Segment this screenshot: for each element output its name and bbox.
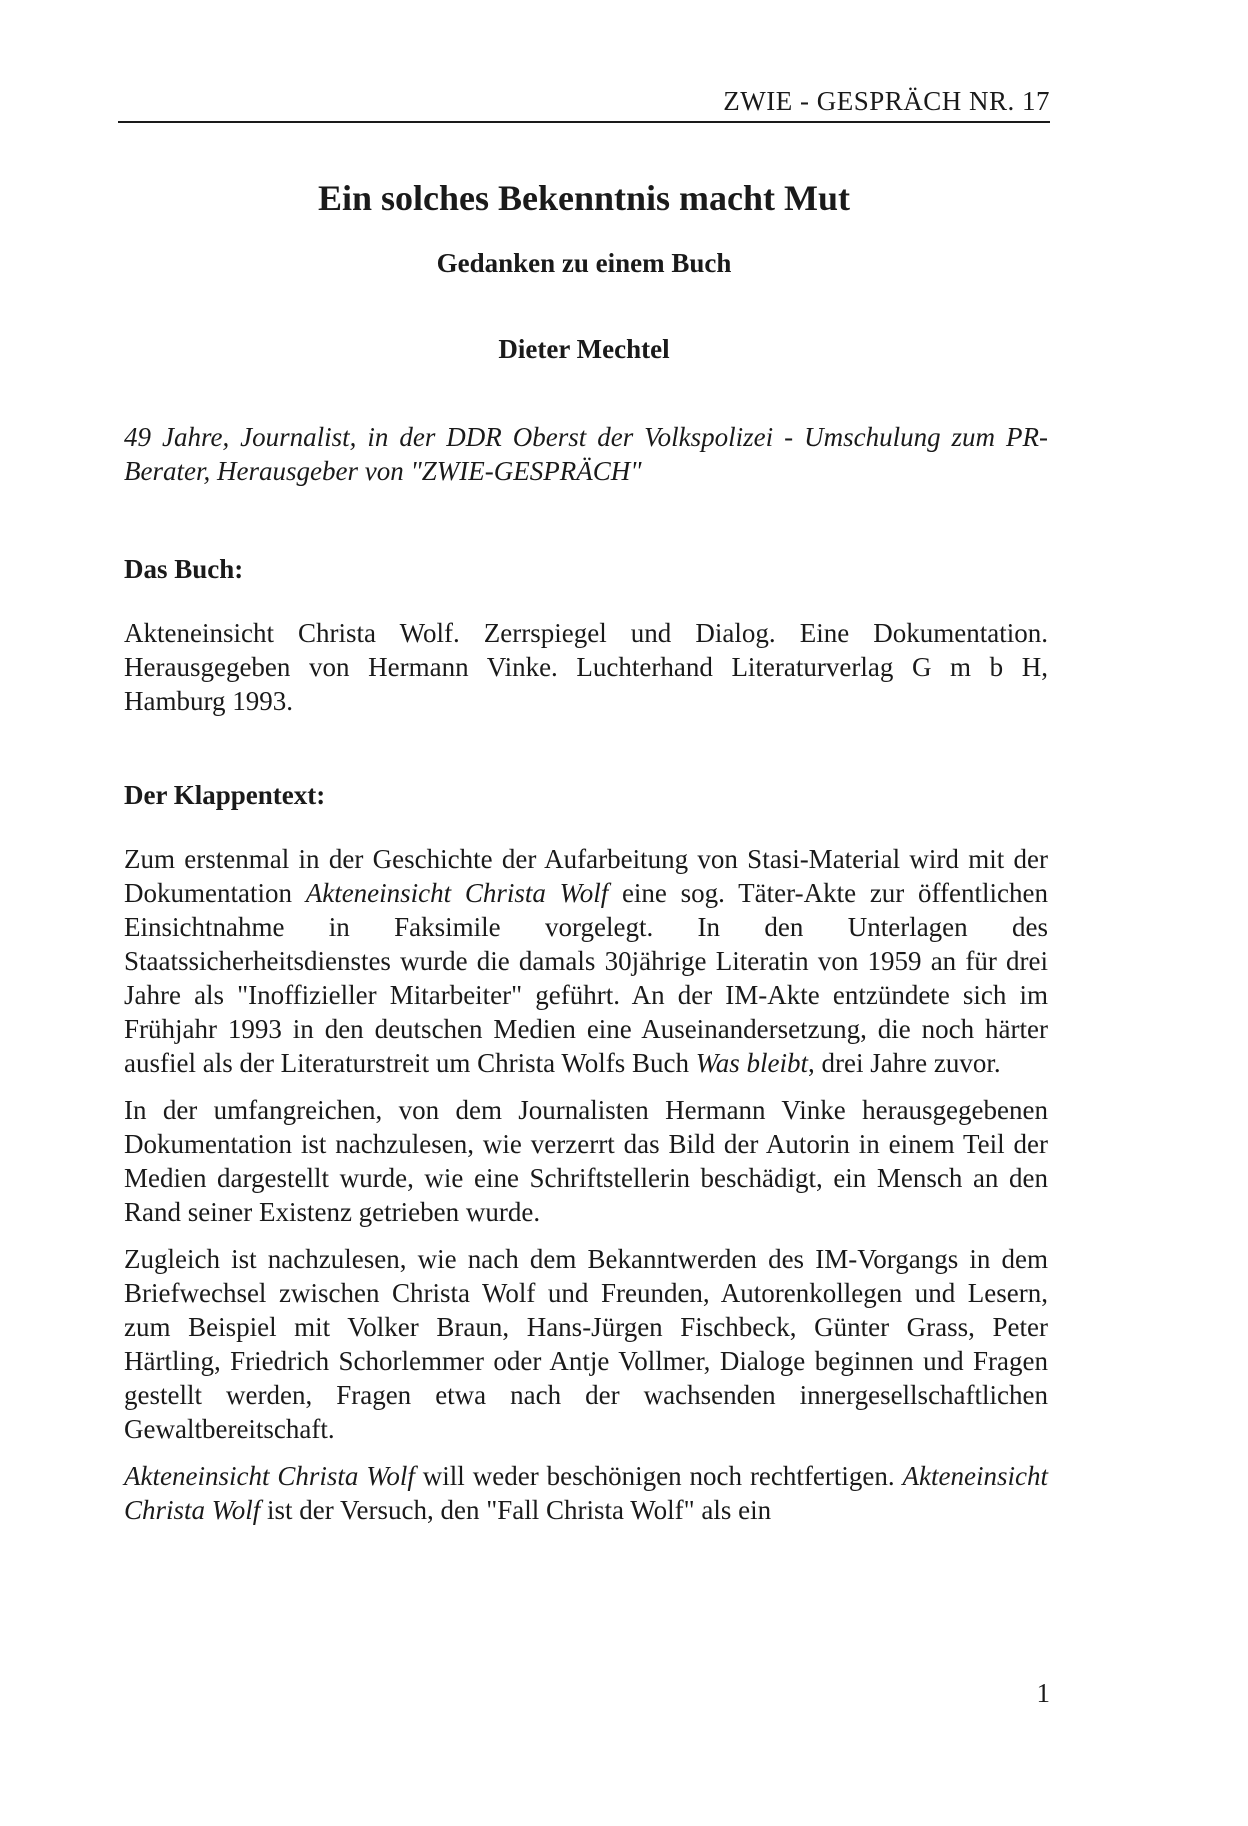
blurb-paragraph-4	[124, 1459, 1048, 1527]
blurb-p1-book-was-bleibt: Was bleibt	[695, 1048, 808, 1078]
header-rule	[118, 121, 1050, 123]
section-heading-book: Das Buch:	[124, 554, 244, 584]
blurb-text	[124, 842, 1048, 1540]
article-author: Dieter Mechtel	[498, 334, 670, 364]
blurb-paragraph-2: In der umfangreichen, von dem Journalisten Hermann Vinke herausgegebenen Dokumentation ist nachzulesen, wie verzerrt das Bild der Autorin in einem Teil der Medien dargestellt wurde, wie eine Schriftstellerin beschädigt, ein Mensch an den Rand seiner Existenz getrieben wurde.	[124, 1095, 1048, 1227]
page-number: 1	[1036, 1678, 1050, 1708]
author-bio: 49 Jahre, Journalist, in der DDR Oberst der Volkspolizei - Umschulung zum PR-Berater, Herausgeber von "ZWIE-GESPRÄCH"	[124, 422, 1048, 486]
blurb-p4-book-title-a: Akteneinsicht Christa Wolf	[124, 1461, 415, 1491]
blurb-paragraph-1	[124, 842, 1048, 1080]
blurb-p1-text-a: Zum erstenmal in der Geschichte der Aufarbeitung von Stasi-Material wird mit der Dokumentation	[124, 844, 1048, 908]
blurb-p4-text-b: ist der Versuch, den "Fall Christa Wolf" als ein	[260, 1495, 772, 1525]
article-title: Ein solches Bekenntnis macht Mut	[317, 178, 851, 218]
blurb-p4-book-title-b: Akteneinsicht Christa Wolf	[124, 1461, 1048, 1525]
blurb-p1-text-b: eine sog. Täter-Akte zur öffentlichen Einsichtnahme in Faksimile vorgelegt. In den Unterlagen des Staatssicherheitsdienstes wurde die damals 30jährige Literatin von 1959 an für drei Jahre als "Inoffizieller Mitarbeiter" geführt. An der IM-Akte entzündete sich im Frühjahr 1993 in den deutschen Medien eine Auseinandersetzung, die noch härter ausfiel als der Literaturstreit um Christa Wolfs Buch	[124, 878, 1048, 1078]
running-header: ZWIE - GESPRÄCH NR. 17	[723, 86, 1050, 116]
article-subtitle: Gedanken zu einem Buch	[436, 248, 732, 278]
book-citation: Akteneinsicht Christa Wolf. Zerrspiegel und Dialog. Eine Dokumentation. Herausgegeben von Hermann Vinke. Luchterhand Literaturverlag G m b H, Hamburg 1993.	[124, 618, 1048, 716]
blurb-paragraph-3: Zugleich ist nachzulesen, wie nach dem Bekanntwerden des IM-Vorgangs in dem Briefwechsel zwischen Christa Wolf und Freunden, Autorenkollegen und Lesern, zum Beispiel mit Volker Braun, Hans-Jürgen Fischbeck, Günter Grass, Peter Härtling, Friedrich Schorlemmer oder Antje Vollmer, Dialoge beginnen und Fragen gestellt werden, Fragen etwa nach der wachsenden innergesellschaftlichen Gewaltbereitschaft.	[124, 1244, 1048, 1444]
blurb-p1-text-c: , drei Jahre zuvor.	[807, 1048, 1001, 1078]
blurb-p1-book-title: Akteneinsicht Christa Wolf	[305, 878, 609, 908]
section-heading-blurb: Der Klappentext:	[124, 780, 326, 810]
blurb-p4-text-a: will weder beschönigen noch rechtfertigen.	[414, 1461, 903, 1491]
